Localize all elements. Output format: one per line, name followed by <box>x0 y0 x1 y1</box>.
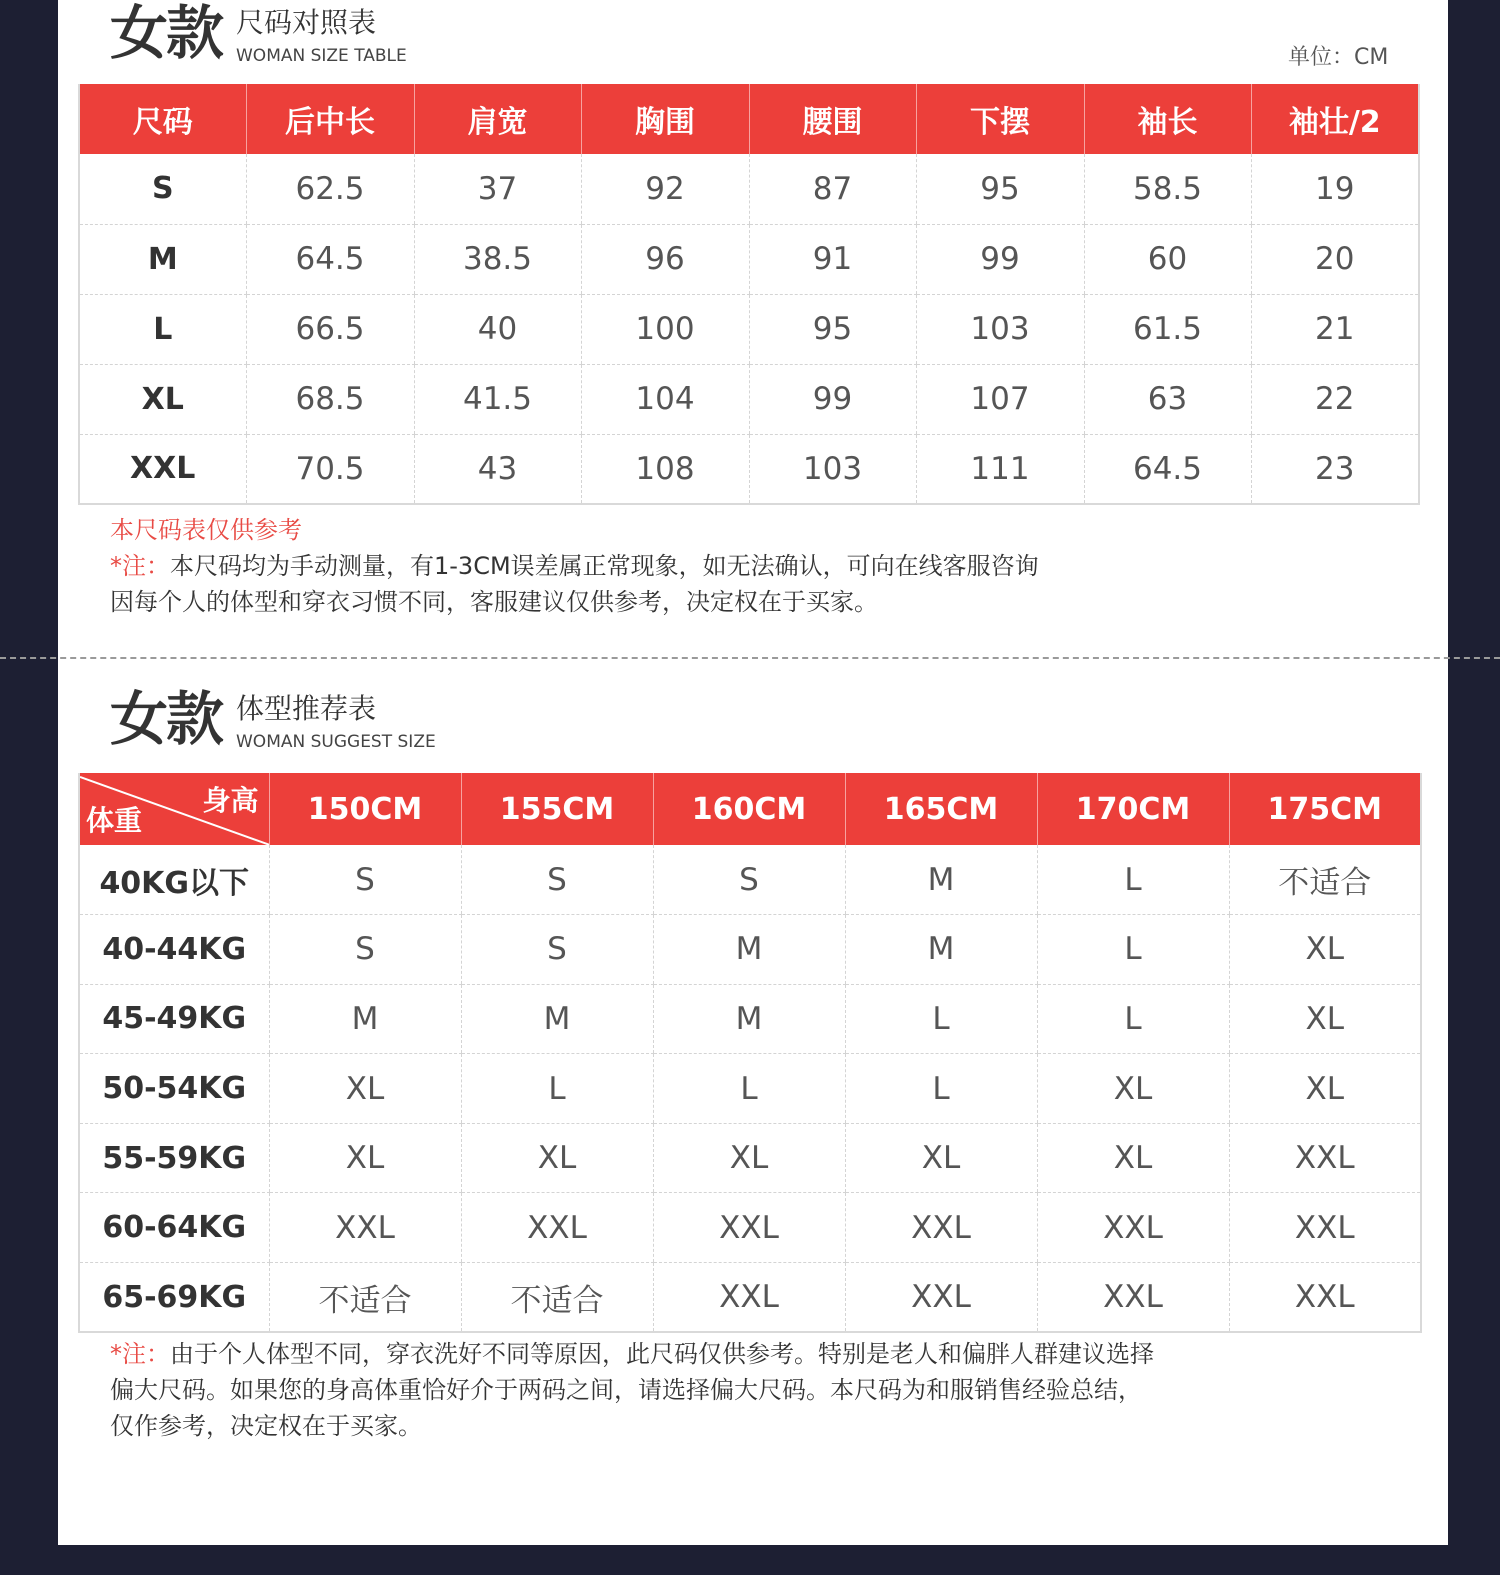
size-table-note <box>110 512 1039 620</box>
suggest-note-text-1: 由于个人体型不同，穿衣洗好不同等原因，此尺码仅供参考。特别是老人和偏胖人群建议选择 <box>170 1340 1154 1368</box>
size-table-cell: 70.5 <box>246 434 414 504</box>
size-table-big-title: 女款 <box>110 0 223 67</box>
suggest-table-cell: S <box>653 845 845 915</box>
suggest-table-cell: XL <box>269 1123 461 1193</box>
suggest-table-cell: XL <box>1229 1054 1421 1124</box>
size-table-cell: 43 <box>414 434 581 504</box>
suggest-table-body <box>79 845 1421 1332</box>
suggest-table-cell: XL <box>1229 915 1421 985</box>
suggest-table-row-label: 40-44KG <box>79 915 269 985</box>
suggest-table-row <box>79 984 1421 1054</box>
size-table-cell: 95 <box>916 154 1084 224</box>
corner-weight-label: 体重 <box>86 804 143 837</box>
suggest-table-cell: S <box>461 845 653 915</box>
size-table-row-label: M <box>79 224 246 294</box>
size-table-cell: 107 <box>916 364 1084 434</box>
size-table-row-label: XXL <box>130 451 196 487</box>
size-table-cell: 111 <box>916 434 1084 504</box>
suggest-table-cell: XL <box>653 1123 845 1193</box>
suggest-table-cell: XXL <box>845 1263 1037 1333</box>
suggest-table-row-label: 65-69KG <box>102 1279 247 1315</box>
suggest-table-cell: M <box>461 984 653 1054</box>
size-note-line-1 <box>110 548 1039 584</box>
suggest-table-title-en: WOMAN SUGGEST SIZE <box>236 732 436 752</box>
size-table-cell: 104 <box>581 364 749 434</box>
size-table-header-cell: 袖壮/2 <box>1251 84 1419 154</box>
size-table-cell: 95 <box>749 294 916 364</box>
size-table-cell: 40 <box>414 294 581 364</box>
suggest-table-header-cell: 155CM <box>461 773 653 845</box>
size-table-header-cell: 胸围 <box>581 84 749 154</box>
suggest-table-cell: XXL <box>461 1193 653 1263</box>
suggest-table-cell: M <box>653 984 845 1054</box>
suggest-note-line-2: 偏大尺码。如果您的身高体重恰好介于两码之间，请选择偏大尺码。本尺码为和服销售经验总结， <box>110 1376 1142 1404</box>
size-table-cell: 23 <box>1251 434 1419 504</box>
suggest-table-header-cell: 160CM <box>653 773 845 845</box>
size-table-cell: 91 <box>749 224 916 294</box>
suggest-table-row <box>79 1054 1421 1124</box>
suggest-table-cell: XL <box>269 1054 461 1124</box>
size-table-cell: 64.5 <box>246 224 414 294</box>
suggest-table-cell: S <box>461 915 653 985</box>
size-table-row <box>79 224 1419 294</box>
suggest-table-header-cell: 165CM <box>845 773 1037 845</box>
suggest-table-cell: M <box>845 915 1037 985</box>
suggest-table-row-label: 45-49KG <box>79 984 269 1054</box>
suggest-table-cell: L <box>845 984 1037 1054</box>
size-table-cell: 22 <box>1251 364 1419 434</box>
size-table-row-label: XL <box>79 364 246 434</box>
suggest-table-cell: M <box>845 845 1037 915</box>
suggest-table-cell: XXL <box>845 1193 1037 1263</box>
suggest-table-cell: XL <box>461 1123 653 1193</box>
size-table-header-cell: 肩宽 <box>414 84 581 154</box>
suggest-table-cell: M <box>269 984 461 1054</box>
size-table-header-cell: 后中长 <box>246 84 414 154</box>
suggest-table-cell: L <box>653 1054 845 1124</box>
suggest-table-cell: L <box>845 1054 1037 1124</box>
size-table-body <box>79 154 1419 504</box>
size-table-row <box>79 294 1419 364</box>
suggest-table-cell: XXL <box>1229 1123 1421 1193</box>
suggest-table-cell: XL <box>845 1123 1037 1193</box>
size-table-row <box>79 434 1419 504</box>
corner-header-cell <box>79 773 269 845</box>
suggest-table-header-cell: 170CM <box>1037 773 1229 845</box>
suggest-table-cell: XL <box>1229 984 1421 1054</box>
suggest-table-row <box>79 915 1421 985</box>
size-table-cell: 37 <box>414 154 581 224</box>
size-table-cell: 100 <box>581 294 749 364</box>
suggest-table-cell: S <box>269 915 461 985</box>
suggest-table-title-cn: 体型推荐表 <box>236 692 377 725</box>
size-table-cell: 87 <box>749 154 916 224</box>
size-table-cell: 108 <box>581 434 749 504</box>
size-table-header <box>79 84 1419 154</box>
suggest-note-line-3: 仅作参考，决定权在于买家。 <box>110 1412 422 1440</box>
size-table-header-cell: 尺码 <box>79 84 246 154</box>
size-note-text-1: 本尺码均为手动测量，有1-3CM误差属正常现象，如无法确认，可向在线客服咨询 <box>170 552 1039 580</box>
suggest-table-row-label: 55-59KG <box>79 1123 269 1193</box>
unit-label: 单位：CM <box>1288 45 1389 70</box>
size-table-cell: 68.5 <box>246 364 414 434</box>
suggest-table <box>78 773 1422 1333</box>
size-note-line-2: 因每个人的体型和穿衣习惯不同，客服建议仅供参考，决定权在于买家。 <box>110 588 878 616</box>
suggest-table-row-label: 60-64KG <box>79 1193 269 1263</box>
size-note-prefix: *注： <box>110 552 170 580</box>
size-table-row <box>79 154 1419 224</box>
suggest-table-cell: XXL <box>1229 1263 1421 1333</box>
size-chart-page <box>58 0 1448 1545</box>
size-table-row-label: L <box>79 294 246 364</box>
suggest-table-row-label: 50-54KG <box>79 1054 269 1124</box>
size-table-cell: 99 <box>916 224 1084 294</box>
suggest-table-cell: XXL <box>653 1193 845 1263</box>
suggest-table-header-cell: 150CM <box>269 773 461 845</box>
suggest-note-prefix: *注： <box>110 1340 170 1368</box>
suggest-table-cell: L <box>1037 915 1229 985</box>
size-table-header-cell: 下摆 <box>916 84 1084 154</box>
size-table-cell: 61.5 <box>1084 294 1251 364</box>
suggest-table-cell: XXL <box>653 1263 845 1333</box>
suggest-table-cell: L <box>1037 845 1229 915</box>
size-table-cell: 38.5 <box>414 224 581 294</box>
suggest-table-cell: XXL <box>1037 1193 1229 1263</box>
suggest-table-row <box>79 1193 1421 1263</box>
suggest-table-big-title: 女款 <box>110 685 223 753</box>
corner-height-label: 身高 <box>202 784 259 817</box>
size-table-cell: 103 <box>749 434 916 504</box>
size-table <box>78 84 1420 505</box>
size-table-cell: 103 <box>916 294 1084 364</box>
suggest-table-cell: XL <box>1037 1123 1229 1193</box>
size-table-cell: 21 <box>1251 294 1419 364</box>
size-table-row-label: S <box>79 154 246 224</box>
size-table-cell: 58.5 <box>1084 154 1251 224</box>
size-table-header-cell: 袖长 <box>1084 84 1251 154</box>
size-table-cell: 41.5 <box>414 364 581 434</box>
suggest-table-row <box>79 1263 1421 1333</box>
size-table-header-cell: 腰围 <box>749 84 916 154</box>
section-divider <box>0 657 1500 659</box>
size-table-cell: 19 <box>1251 154 1419 224</box>
suggest-table-cell: XXL <box>1037 1263 1229 1333</box>
suggest-table-note <box>110 1336 1154 1444</box>
size-table-cell: 63 <box>1084 364 1251 434</box>
size-table-title-cn: 尺码对照表 <box>236 6 377 39</box>
suggest-table-cell: XXL <box>269 1193 461 1263</box>
size-table-cell: 92 <box>581 154 749 224</box>
size-table-cell: 64.5 <box>1084 434 1251 504</box>
suggest-table-cell: L <box>461 1054 653 1124</box>
size-note-title: 本尺码表仅供参考 <box>110 516 302 544</box>
suggest-table-cell: M <box>653 915 845 985</box>
suggest-table-cell: XL <box>1037 1054 1229 1124</box>
size-table-cell: 66.5 <box>246 294 414 364</box>
size-table-cell: 60 <box>1084 224 1251 294</box>
suggest-table-row <box>79 845 1421 915</box>
suggest-table-cell: 不适合 <box>269 1263 461 1333</box>
size-table-row <box>79 364 1419 434</box>
size-table-cell: 99 <box>749 364 916 434</box>
suggest-table-cell: 不适合 <box>461 1263 653 1333</box>
suggest-table-header <box>79 773 1421 845</box>
suggest-note-line-1 <box>110 1336 1154 1372</box>
size-table-title-en: WOMAN SIZE TABLE <box>236 46 407 66</box>
suggest-table-header-cell: 175CM <box>1229 773 1421 845</box>
size-table-cell: 62.5 <box>246 154 414 224</box>
size-table-cell: 20 <box>1251 224 1419 294</box>
suggest-table-cell: L <box>1037 984 1229 1054</box>
suggest-table-row <box>79 1123 1421 1193</box>
suggest-table-cell: S <box>269 845 461 915</box>
suggest-table-row-label: 40KG以下 <box>79 845 269 915</box>
size-table-cell: 96 <box>581 224 749 294</box>
suggest-table-cell: 不适合 <box>1229 845 1421 915</box>
suggest-table-cell: XXL <box>1229 1193 1421 1263</box>
